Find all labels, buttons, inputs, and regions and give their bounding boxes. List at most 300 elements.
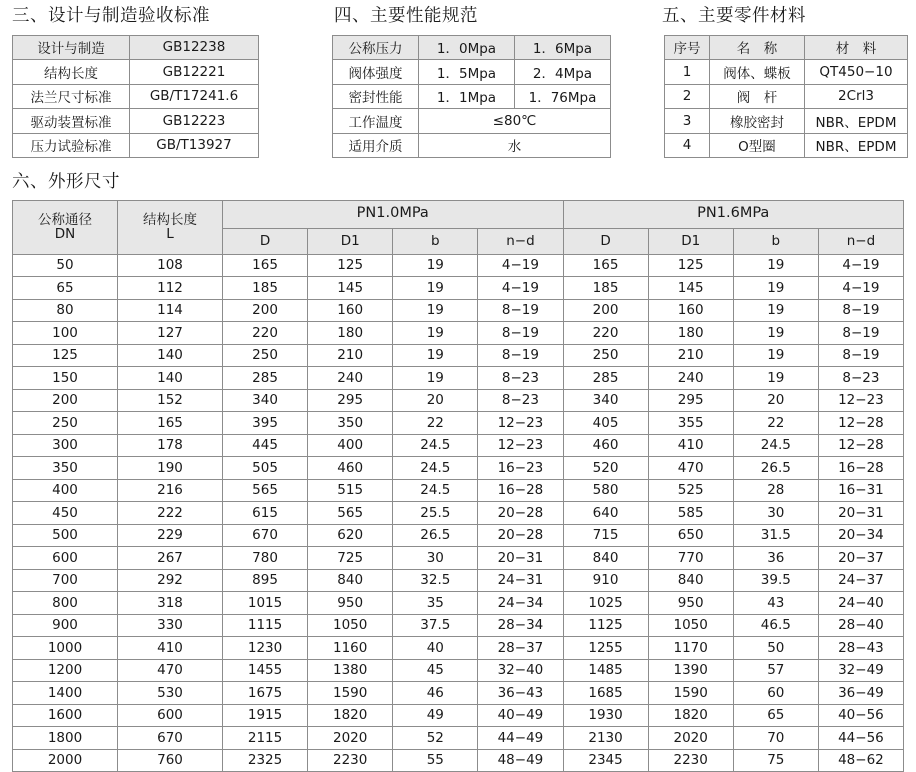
dim-cell-pn10-1: 145 bbox=[308, 277, 393, 300]
dim-cell-pn10-0: 1115 bbox=[223, 614, 308, 637]
table-row bbox=[13, 412, 904, 435]
materials-cell-material: NBR、EPDM bbox=[805, 109, 908, 134]
dim-cell-l: 267 bbox=[118, 547, 223, 570]
dim-cell-pn10-0: 165 bbox=[223, 254, 308, 277]
dim-cell-pn10-1: 350 bbox=[308, 412, 393, 435]
table-row bbox=[13, 344, 904, 367]
dim-cell-pn10-3: 20−28 bbox=[478, 502, 563, 525]
dim-cell-pn16-0: 520 bbox=[563, 457, 648, 480]
dim-cell-pn16-3: 4−19 bbox=[818, 254, 903, 277]
dim-cell-pn10-0: 220 bbox=[223, 322, 308, 345]
dim-cell-pn10-0: 1455 bbox=[223, 659, 308, 682]
standards-cell-label: 结构长度 bbox=[13, 60, 130, 85]
standards-cell-label: 驱动装置标准 bbox=[13, 109, 130, 134]
header-pn10-b: b bbox=[393, 228, 478, 254]
dim-cell-pn10-3: 8−19 bbox=[478, 322, 563, 345]
materials-cell-no: 3 bbox=[665, 109, 710, 134]
dim-cell-pn16-2: 19 bbox=[733, 322, 818, 345]
table-row bbox=[13, 524, 904, 547]
table-row bbox=[13, 322, 904, 345]
table-row bbox=[13, 254, 904, 277]
dim-cell-pn16-1: 470 bbox=[648, 457, 733, 480]
dim-cell-pn16-1: 1050 bbox=[648, 614, 733, 637]
table-row bbox=[13, 637, 904, 660]
header-group-pn10: PN1.0MPa bbox=[223, 200, 564, 228]
dim-cell-pn16-1: 160 bbox=[648, 299, 733, 322]
dim-cell-l: 318 bbox=[118, 592, 223, 615]
table-header-row bbox=[665, 35, 908, 60]
standards-block bbox=[0, 0, 312, 158]
dim-cell-pn16-1: 1390 bbox=[648, 659, 733, 682]
dim-cell-pn16-2: 20 bbox=[733, 389, 818, 412]
dim-cell-pn16-3: 40−56 bbox=[818, 704, 903, 727]
standards-cell-label: 法兰尺寸标准 bbox=[13, 84, 130, 109]
dim-cell-pn16-0: 285 bbox=[563, 367, 648, 390]
dim-cell-dn: 1200 bbox=[13, 659, 118, 682]
dim-cell-pn16-2: 19 bbox=[733, 277, 818, 300]
materials-block bbox=[650, 0, 916, 158]
dim-cell-dn: 800 bbox=[13, 592, 118, 615]
dim-cell-pn16-0: 910 bbox=[563, 569, 648, 592]
table-row bbox=[13, 727, 904, 750]
dim-cell-pn16-3: 28−43 bbox=[818, 637, 903, 660]
dim-cell-pn10-0: 340 bbox=[223, 389, 308, 412]
dim-cell-pn10-1: 210 bbox=[308, 344, 393, 367]
performance-cell-value2: 1．76Mpa bbox=[515, 84, 611, 109]
dim-cell-pn10-0: 2115 bbox=[223, 727, 308, 750]
dim-cell-pn10-2: 40 bbox=[393, 637, 478, 660]
performance-cell-value1: 1．0Mpa bbox=[419, 35, 515, 60]
dim-cell-pn10-1: 460 bbox=[308, 457, 393, 480]
dim-cell-pn16-2: 70 bbox=[733, 727, 818, 750]
dim-cell-pn10-0: 1675 bbox=[223, 682, 308, 705]
dim-cell-pn16-3: 32−49 bbox=[818, 659, 903, 682]
dimensions-heading: 六、外形尺寸 bbox=[12, 174, 916, 192]
dim-cell-pn10-3: 24−31 bbox=[478, 569, 563, 592]
dim-cell-l: 670 bbox=[118, 727, 223, 750]
dim-cell-pn16-3: 4−19 bbox=[818, 277, 903, 300]
dim-cell-pn10-0: 670 bbox=[223, 524, 308, 547]
dim-cell-dn: 450 bbox=[13, 502, 118, 525]
dim-cell-pn16-2: 19 bbox=[733, 254, 818, 277]
dim-cell-pn10-3: 8−19 bbox=[478, 344, 563, 367]
dim-cell-pn16-0: 165 bbox=[563, 254, 648, 277]
table-row bbox=[13, 133, 259, 158]
dim-cell-pn16-1: 2230 bbox=[648, 749, 733, 772]
dim-cell-pn16-1: 1590 bbox=[648, 682, 733, 705]
materials-col-no: 序号 bbox=[665, 35, 710, 60]
dim-cell-dn: 125 bbox=[13, 344, 118, 367]
dim-cell-pn16-2: 43 bbox=[733, 592, 818, 615]
dimensions-table bbox=[12, 200, 904, 772]
table-row bbox=[333, 60, 611, 85]
top-tables-row bbox=[0, 0, 916, 168]
dim-cell-pn16-2: 28 bbox=[733, 479, 818, 502]
performance-cell-value2: 2．4Mpa bbox=[515, 60, 611, 85]
dim-cell-pn10-3: 12−23 bbox=[478, 412, 563, 435]
dim-cell-pn16-1: 410 bbox=[648, 434, 733, 457]
dim-cell-pn16-0: 1485 bbox=[563, 659, 648, 682]
dim-cell-pn16-3: 8−19 bbox=[818, 322, 903, 345]
header-pn10-nd: n−d bbox=[478, 228, 563, 254]
dim-cell-pn16-0: 460 bbox=[563, 434, 648, 457]
dim-cell-l: 140 bbox=[118, 344, 223, 367]
dim-cell-pn10-1: 240 bbox=[308, 367, 393, 390]
dim-cell-l: 292 bbox=[118, 569, 223, 592]
dim-cell-dn: 2000 bbox=[13, 749, 118, 772]
table-row bbox=[333, 35, 611, 60]
dim-cell-pn16-2: 31.5 bbox=[733, 524, 818, 547]
dim-cell-pn10-1: 295 bbox=[308, 389, 393, 412]
dim-cell-pn10-0: 615 bbox=[223, 502, 308, 525]
table-row bbox=[665, 60, 908, 85]
table-row bbox=[13, 60, 259, 85]
dim-cell-pn10-0: 200 bbox=[223, 299, 308, 322]
dim-cell-pn10-3: 16−28 bbox=[478, 479, 563, 502]
dim-cell-pn16-1: 125 bbox=[648, 254, 733, 277]
dim-cell-pn16-0: 1125 bbox=[563, 614, 648, 637]
dim-cell-l: 127 bbox=[118, 322, 223, 345]
standards-cell-label: 压力试验标准 bbox=[13, 133, 130, 158]
dim-cell-dn: 350 bbox=[13, 457, 118, 480]
dim-cell-pn16-0: 220 bbox=[563, 322, 648, 345]
dim-cell-pn16-2: 24.5 bbox=[733, 434, 818, 457]
standards-heading: 三、设计与制造验收标准 bbox=[12, 8, 312, 26]
standards-table bbox=[12, 35, 259, 159]
dim-cell-l: 178 bbox=[118, 434, 223, 457]
dim-cell-dn: 500 bbox=[13, 524, 118, 547]
dim-cell-l: 190 bbox=[118, 457, 223, 480]
dim-cell-pn16-3: 24−37 bbox=[818, 569, 903, 592]
dim-cell-pn16-0: 640 bbox=[563, 502, 648, 525]
dim-cell-pn10-2: 20 bbox=[393, 389, 478, 412]
header-dn bbox=[13, 200, 118, 254]
dim-cell-pn10-2: 19 bbox=[393, 299, 478, 322]
dim-cell-pn10-1: 2230 bbox=[308, 749, 393, 772]
dim-cell-pn16-3: 8−19 bbox=[818, 344, 903, 367]
dim-cell-pn16-3: 44−56 bbox=[818, 727, 903, 750]
dim-cell-l: 470 bbox=[118, 659, 223, 682]
dim-cell-pn10-2: 46 bbox=[393, 682, 478, 705]
dim-cell-pn16-2: 46.5 bbox=[733, 614, 818, 637]
header-pn16-d: D bbox=[563, 228, 648, 254]
dim-cell-pn10-2: 24.5 bbox=[393, 479, 478, 502]
dim-cell-dn: 200 bbox=[13, 389, 118, 412]
dim-cell-pn16-1: 1170 bbox=[648, 637, 733, 660]
table-row bbox=[13, 614, 904, 637]
table-row bbox=[13, 109, 259, 134]
dim-cell-pn10-0: 285 bbox=[223, 367, 308, 390]
dim-cell-pn16-1: 950 bbox=[648, 592, 733, 615]
dim-cell-pn16-3: 36−49 bbox=[818, 682, 903, 705]
dim-cell-pn10-1: 180 bbox=[308, 322, 393, 345]
dim-cell-pn16-0: 580 bbox=[563, 479, 648, 502]
header-pn10-d1: D1 bbox=[308, 228, 393, 254]
table-row bbox=[13, 434, 904, 457]
dim-cell-pn16-0: 200 bbox=[563, 299, 648, 322]
dim-cell-pn16-0: 2130 bbox=[563, 727, 648, 750]
dim-cell-pn10-2: 24.5 bbox=[393, 434, 478, 457]
dim-cell-pn16-2: 75 bbox=[733, 749, 818, 772]
dim-cell-dn: 1000 bbox=[13, 637, 118, 660]
dim-cell-pn10-2: 37.5 bbox=[393, 614, 478, 637]
dim-cell-dn: 80 bbox=[13, 299, 118, 322]
dim-cell-pn10-1: 400 bbox=[308, 434, 393, 457]
dim-cell-pn10-2: 19 bbox=[393, 277, 478, 300]
dim-cell-pn16-2: 39.5 bbox=[733, 569, 818, 592]
header-length-line1: 结构长度 bbox=[118, 213, 222, 227]
dim-cell-pn10-0: 895 bbox=[223, 569, 308, 592]
table-row bbox=[13, 457, 904, 480]
table-row bbox=[665, 109, 908, 134]
performance-cell-value-span: 水 bbox=[419, 133, 611, 158]
dim-cell-dn: 100 bbox=[13, 322, 118, 345]
dim-cell-pn16-0: 1930 bbox=[563, 704, 648, 727]
dim-cell-l: 760 bbox=[118, 749, 223, 772]
dim-cell-pn16-1: 840 bbox=[648, 569, 733, 592]
table-row bbox=[333, 109, 611, 134]
dim-cell-pn16-1: 295 bbox=[648, 389, 733, 412]
table-row bbox=[13, 367, 904, 390]
performance-cell-label: 密封性能 bbox=[333, 84, 419, 109]
dim-cell-pn16-0: 840 bbox=[563, 547, 648, 570]
dim-cell-pn16-1: 355 bbox=[648, 412, 733, 435]
dim-cell-dn: 400 bbox=[13, 479, 118, 502]
materials-col-material: 材 料 bbox=[805, 35, 908, 60]
dim-cell-pn10-3: 12−23 bbox=[478, 434, 563, 457]
dim-cell-pn10-2: 24.5 bbox=[393, 457, 478, 480]
dim-cell-pn10-3: 40−49 bbox=[478, 704, 563, 727]
standards-cell-value: GB/T17241.6 bbox=[130, 84, 259, 109]
dim-cell-pn10-2: 19 bbox=[393, 322, 478, 345]
dim-cell-pn16-2: 57 bbox=[733, 659, 818, 682]
table-row bbox=[665, 84, 908, 109]
dim-cell-pn10-2: 49 bbox=[393, 704, 478, 727]
dimensions-table-head bbox=[13, 200, 904, 254]
materials-cell-material: QT450−10 bbox=[805, 60, 908, 85]
standards-cell-value: GB12238 bbox=[130, 35, 259, 60]
dim-cell-pn16-3: 12−28 bbox=[818, 412, 903, 435]
dim-cell-pn16-2: 19 bbox=[733, 344, 818, 367]
dim-cell-l: 222 bbox=[118, 502, 223, 525]
header-pn16-b: b bbox=[733, 228, 818, 254]
dim-cell-dn: 300 bbox=[13, 434, 118, 457]
standards-cell-label: 设计与制造 bbox=[13, 35, 130, 60]
dim-cell-dn: 65 bbox=[13, 277, 118, 300]
performance-cell-label: 阀体强度 bbox=[333, 60, 419, 85]
dim-cell-pn10-1: 620 bbox=[308, 524, 393, 547]
dim-cell-pn10-0: 780 bbox=[223, 547, 308, 570]
dim-cell-pn10-2: 32.5 bbox=[393, 569, 478, 592]
table-row bbox=[333, 84, 611, 109]
dim-cell-pn16-1: 1820 bbox=[648, 704, 733, 727]
dim-cell-l: 114 bbox=[118, 299, 223, 322]
dim-cell-pn10-1: 1160 bbox=[308, 637, 393, 660]
dim-cell-pn16-3: 28−40 bbox=[818, 614, 903, 637]
dim-cell-pn10-1: 1380 bbox=[308, 659, 393, 682]
performance-block bbox=[322, 0, 640, 158]
dim-cell-pn10-2: 35 bbox=[393, 592, 478, 615]
performance-cell-value1: 1．5Mpa bbox=[419, 60, 515, 85]
dim-cell-pn16-3: 20−37 bbox=[818, 547, 903, 570]
dim-cell-pn16-0: 715 bbox=[563, 524, 648, 547]
dimensions-block bbox=[0, 170, 916, 772]
dim-cell-dn: 250 bbox=[13, 412, 118, 435]
dim-cell-pn16-2: 19 bbox=[733, 367, 818, 390]
standards-cell-value: GB12223 bbox=[130, 109, 259, 134]
materials-cell-material: NBR、EPDM bbox=[805, 133, 908, 158]
dim-cell-pn16-1: 650 bbox=[648, 524, 733, 547]
dim-cell-pn16-0: 1255 bbox=[563, 637, 648, 660]
materials-cell-name: 阀 杆 bbox=[710, 84, 805, 109]
header-pn16-d1: D1 bbox=[648, 228, 733, 254]
dim-cell-l: 140 bbox=[118, 367, 223, 390]
dim-cell-pn16-0: 185 bbox=[563, 277, 648, 300]
table-row bbox=[13, 659, 904, 682]
dim-cell-pn10-2: 19 bbox=[393, 344, 478, 367]
dim-cell-pn10-2: 45 bbox=[393, 659, 478, 682]
dim-cell-l: 112 bbox=[118, 277, 223, 300]
standards-cell-value: GB12221 bbox=[130, 60, 259, 85]
dim-cell-pn10-1: 950 bbox=[308, 592, 393, 615]
table-row bbox=[13, 277, 904, 300]
dim-cell-pn16-0: 1685 bbox=[563, 682, 648, 705]
dim-cell-dn: 150 bbox=[13, 367, 118, 390]
dim-cell-pn10-1: 565 bbox=[308, 502, 393, 525]
materials-cell-name: 阀体、蝶板 bbox=[710, 60, 805, 85]
dim-cell-pn10-3: 44−49 bbox=[478, 727, 563, 750]
dim-cell-pn16-0: 250 bbox=[563, 344, 648, 367]
dim-cell-pn16-0: 2345 bbox=[563, 749, 648, 772]
dim-cell-pn10-1: 840 bbox=[308, 569, 393, 592]
dim-cell-pn16-1: 180 bbox=[648, 322, 733, 345]
table-row bbox=[13, 299, 904, 322]
performance-table bbox=[332, 35, 611, 159]
dim-cell-pn16-0: 340 bbox=[563, 389, 648, 412]
materials-cell-no: 2 bbox=[665, 84, 710, 109]
dim-cell-pn10-1: 725 bbox=[308, 547, 393, 570]
dim-cell-pn16-3: 12−23 bbox=[818, 389, 903, 412]
dim-cell-dn: 900 bbox=[13, 614, 118, 637]
dim-cell-pn10-3: 36−43 bbox=[478, 682, 563, 705]
dim-cell-pn10-0: 1230 bbox=[223, 637, 308, 660]
materials-heading: 五、主要零件材料 bbox=[662, 8, 916, 26]
dim-cell-pn16-2: 22 bbox=[733, 412, 818, 435]
dim-cell-l: 330 bbox=[118, 614, 223, 637]
dim-cell-dn: 1600 bbox=[13, 704, 118, 727]
header-group-pn16: PN1.6MPa bbox=[563, 200, 904, 228]
materials-col-name: 名 称 bbox=[710, 35, 805, 60]
dim-cell-pn10-1: 2020 bbox=[308, 727, 393, 750]
dim-cell-dn: 1800 bbox=[13, 727, 118, 750]
header-length bbox=[118, 200, 223, 254]
dim-cell-pn16-3: 48−62 bbox=[818, 749, 903, 772]
dim-cell-pn10-3: 28−34 bbox=[478, 614, 563, 637]
dim-cell-l: 108 bbox=[118, 254, 223, 277]
dim-cell-pn10-2: 52 bbox=[393, 727, 478, 750]
table-row bbox=[13, 502, 904, 525]
dim-cell-pn16-3: 24−40 bbox=[818, 592, 903, 615]
dim-cell-pn10-2: 19 bbox=[393, 254, 478, 277]
table-row bbox=[13, 479, 904, 502]
dim-cell-pn10-3: 24−34 bbox=[478, 592, 563, 615]
dim-cell-pn10-3: 20−31 bbox=[478, 547, 563, 570]
dim-cell-pn16-3: 20−31 bbox=[818, 502, 903, 525]
dim-cell-l: 216 bbox=[118, 479, 223, 502]
dim-cell-pn10-3: 8−19 bbox=[478, 299, 563, 322]
dim-cell-l: 530 bbox=[118, 682, 223, 705]
dim-cell-pn10-1: 515 bbox=[308, 479, 393, 502]
dim-cell-pn10-2: 19 bbox=[393, 367, 478, 390]
dim-cell-pn16-2: 50 bbox=[733, 637, 818, 660]
table-row bbox=[13, 592, 904, 615]
dim-cell-pn16-1: 770 bbox=[648, 547, 733, 570]
dim-cell-pn16-0: 405 bbox=[563, 412, 648, 435]
table-row bbox=[13, 35, 259, 60]
dim-cell-pn10-3: 20−28 bbox=[478, 524, 563, 547]
dim-cell-pn16-3: 16−28 bbox=[818, 457, 903, 480]
dim-cell-pn10-0: 1015 bbox=[223, 592, 308, 615]
materials-cell-name: O型圈 bbox=[710, 133, 805, 158]
materials-cell-no: 4 bbox=[665, 133, 710, 158]
dim-cell-dn: 1400 bbox=[13, 682, 118, 705]
performance-cell-label: 工作温度 bbox=[333, 109, 419, 134]
table-row bbox=[333, 133, 611, 158]
dim-cell-dn: 600 bbox=[13, 547, 118, 570]
performance-cell-value2: 1．6Mpa bbox=[515, 35, 611, 60]
table-row bbox=[13, 749, 904, 772]
dim-cell-pn10-1: 160 bbox=[308, 299, 393, 322]
dim-cell-pn10-0: 565 bbox=[223, 479, 308, 502]
materials-table bbox=[664, 35, 908, 159]
dim-cell-pn10-1: 1590 bbox=[308, 682, 393, 705]
dim-cell-pn10-3: 28−37 bbox=[478, 637, 563, 660]
dim-cell-pn16-1: 240 bbox=[648, 367, 733, 390]
dim-cell-pn16-0: 1025 bbox=[563, 592, 648, 615]
table-row bbox=[665, 133, 908, 158]
dim-cell-pn10-3: 48−49 bbox=[478, 749, 563, 772]
table-row bbox=[13, 389, 904, 412]
dim-cell-pn10-2: 25.5 bbox=[393, 502, 478, 525]
dim-cell-pn16-1: 210 bbox=[648, 344, 733, 367]
dim-cell-pn10-2: 22 bbox=[393, 412, 478, 435]
table-row bbox=[13, 704, 904, 727]
dim-cell-pn10-0: 395 bbox=[223, 412, 308, 435]
dim-cell-pn16-3: 16−31 bbox=[818, 479, 903, 502]
dim-cell-pn10-2: 55 bbox=[393, 749, 478, 772]
dim-cell-pn10-3: 16−23 bbox=[478, 457, 563, 480]
dim-cell-pn16-3: 12−28 bbox=[818, 434, 903, 457]
performance-cell-value-span: ≤80℃ bbox=[419, 109, 611, 134]
dim-cell-pn10-3: 4−19 bbox=[478, 277, 563, 300]
dim-cell-pn10-0: 505 bbox=[223, 457, 308, 480]
table-header-row-1 bbox=[13, 200, 904, 228]
dim-cell-l: 229 bbox=[118, 524, 223, 547]
header-dn-line2: DN bbox=[13, 227, 117, 241]
performance-cell-value1: 1．1Mpa bbox=[419, 84, 515, 109]
materials-cell-name: 橡胶密封 bbox=[710, 109, 805, 134]
dim-cell-pn16-2: 60 bbox=[733, 682, 818, 705]
standards-cell-value: GB/T13927 bbox=[130, 133, 259, 158]
header-dn-line1: 公称通径 bbox=[13, 213, 117, 227]
dim-cell-pn16-3: 8−19 bbox=[818, 299, 903, 322]
header-pn16-nd: n−d bbox=[818, 228, 903, 254]
dim-cell-dn: 50 bbox=[13, 254, 118, 277]
performance-heading: 四、主要性能规范 bbox=[334, 8, 640, 26]
dim-cell-pn16-2: 36 bbox=[733, 547, 818, 570]
dim-cell-dn: 700 bbox=[13, 569, 118, 592]
dim-cell-l: 410 bbox=[118, 637, 223, 660]
